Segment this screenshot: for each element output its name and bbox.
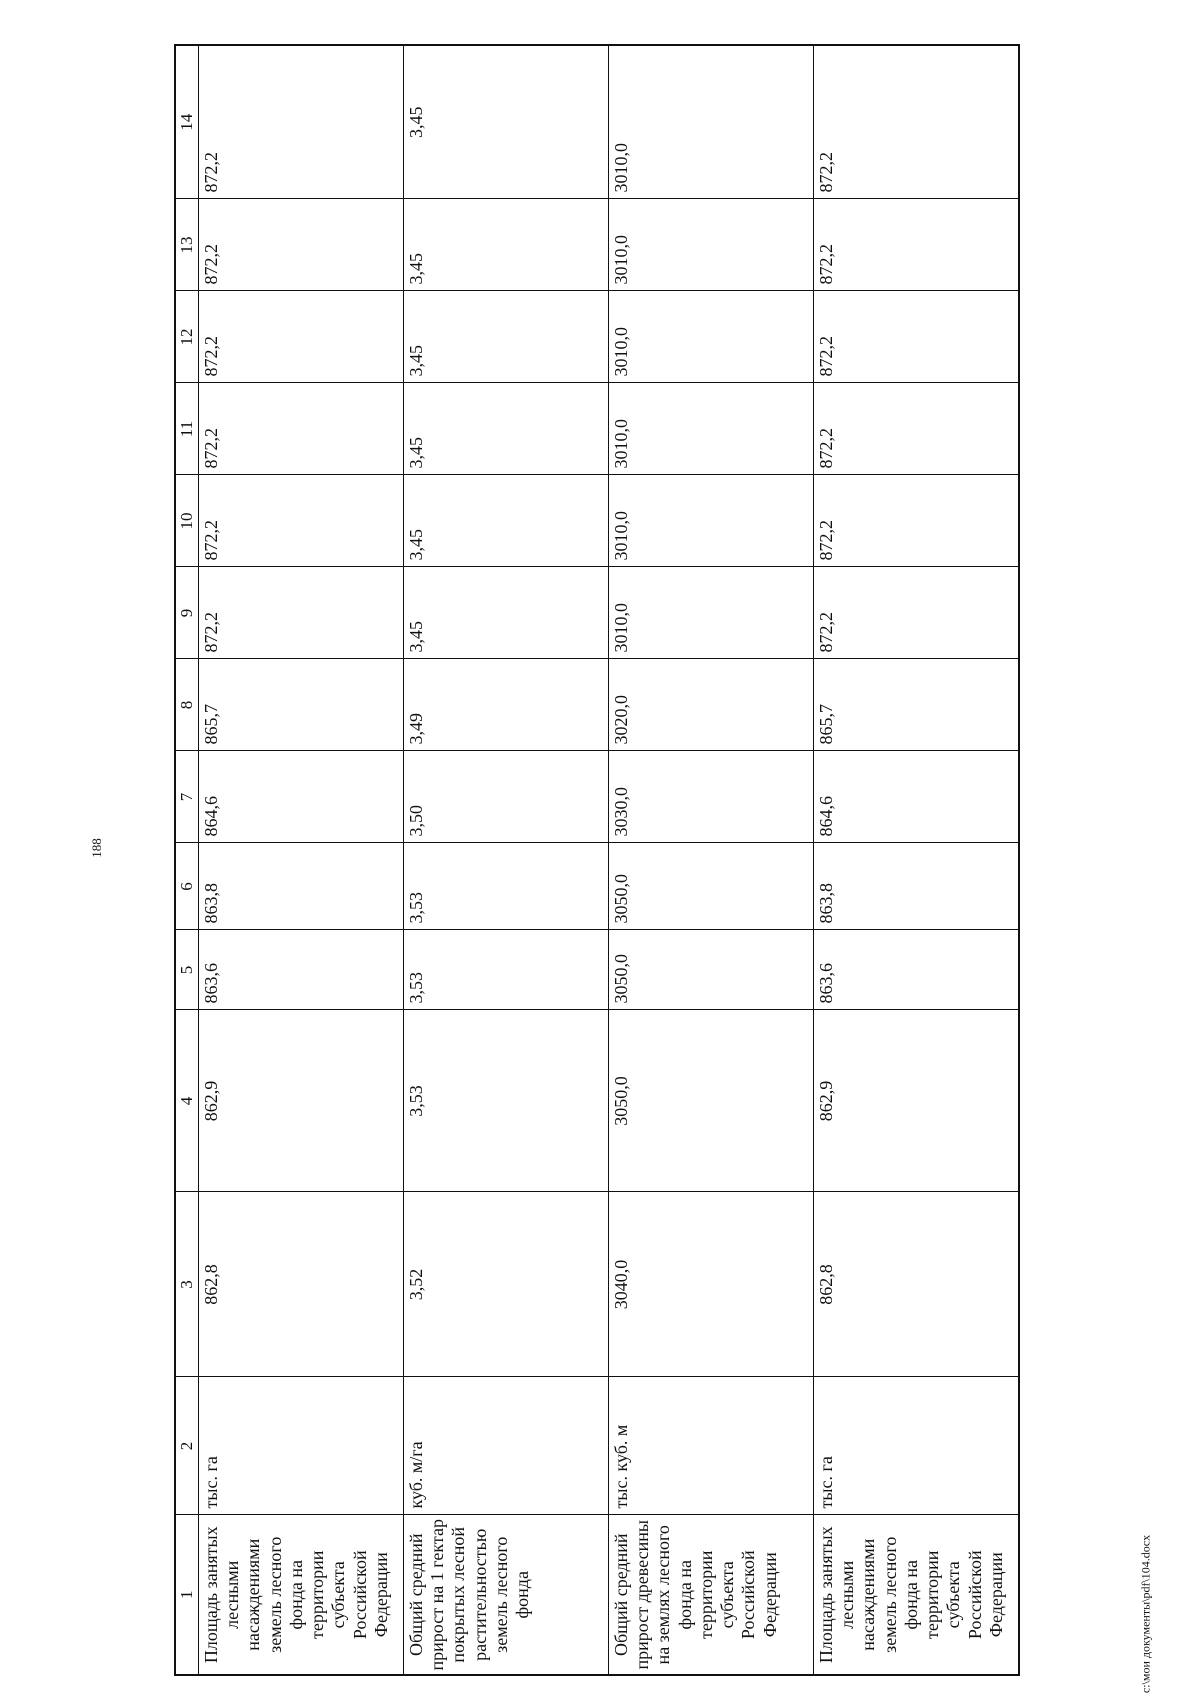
- table-cell: 3,53: [404, 843, 609, 930]
- table-cell: 872,2: [199, 291, 404, 383]
- table-cell: 863,6: [199, 930, 404, 1010]
- table-cell: 3,45: [404, 199, 609, 291]
- column-number: 4: [175, 1010, 199, 1192]
- row-unit: тыс. га: [814, 1377, 1020, 1515]
- column-number: 2: [175, 1377, 199, 1515]
- table-row: [814, 45, 1020, 1675]
- table-cell: 862,8: [814, 1192, 1020, 1377]
- table-cell: 862,9: [814, 1010, 1020, 1192]
- table-cell: 864,6: [814, 751, 1020, 843]
- indicator-table: [174, 44, 1020, 1676]
- table-cell: 3020,0: [609, 659, 814, 751]
- column-number: 12: [175, 291, 199, 383]
- column-number: 8: [175, 659, 199, 751]
- table-cell: 872,2: [199, 567, 404, 659]
- table-cell: 872,2: [814, 475, 1020, 567]
- column-number: 10: [175, 475, 199, 567]
- table-cell: 3,45: [404, 291, 609, 383]
- column-number: 11: [175, 383, 199, 475]
- footer-file-path: c:\мои документы\pdf\104.docx: [1138, 1534, 1153, 1694]
- row-unit: тыс. куб. м: [609, 1377, 814, 1515]
- column-number: 13: [175, 199, 199, 291]
- table-cell: 3050,0: [609, 1010, 814, 1192]
- table-cell: 3,45: [404, 475, 609, 567]
- table-cell: 872,2: [814, 45, 1020, 199]
- row-label: Общий средний прирост на 1 гектар покрытых лесной растительностью земель лесного фонда: [404, 1515, 609, 1675]
- table-row: [609, 45, 814, 1675]
- column-number: 7: [175, 751, 199, 843]
- table-cell: 864,6: [199, 751, 404, 843]
- table-cell: 3,49: [404, 659, 609, 751]
- table-cell: 865,7: [814, 659, 1020, 751]
- page-number: 188: [89, 838, 104, 858]
- table-cell: 862,8: [199, 1192, 404, 1377]
- row-label: Площадь занятых лесными насаждениями земель лесного фонда на территории субъекта Российской Федерации: [814, 1515, 1020, 1675]
- column-number: 14: [175, 45, 199, 199]
- table-cell: 872,2: [814, 567, 1020, 659]
- table-cell: 3,45: [404, 567, 609, 659]
- table-cell: 3,53: [404, 1010, 609, 1192]
- table-cell: 3,45: [404, 45, 609, 199]
- row-label: Площадь занятых лесными насаждениями земель лесного фонда на территории субъекта Российской Федерации: [199, 1515, 404, 1675]
- table-cell: 3,53: [404, 930, 609, 1010]
- row-unit: куб. м/га: [404, 1377, 609, 1515]
- table-cell: 3040,0: [609, 1192, 814, 1377]
- table-cell: 863,8: [814, 843, 1020, 930]
- column-number: 9: [175, 567, 199, 659]
- table-cell: 3,52: [404, 1192, 609, 1377]
- table-cell: 863,8: [199, 843, 404, 930]
- table-cell: 872,2: [199, 45, 404, 199]
- indicator-table-frame: [174, 46, 1004, 1676]
- column-number: 1: [175, 1515, 199, 1675]
- table-cell: 872,2: [814, 383, 1020, 475]
- table-cell: 3010,0: [609, 383, 814, 475]
- row-label: Общий средний прирост древесины на землях лесного фонда на территории субъекта Российской Федерации: [609, 1515, 814, 1675]
- column-number: 3: [175, 1192, 199, 1377]
- table-cell: 863,6: [814, 930, 1020, 1010]
- column-number-row: [175, 45, 199, 1675]
- table-cell: 3030,0: [609, 751, 814, 843]
- table-cell: 3050,0: [609, 930, 814, 1010]
- table-cell: 3010,0: [609, 567, 814, 659]
- table-cell: 3010,0: [609, 45, 814, 199]
- table-cell: 3,45: [404, 383, 609, 475]
- table-cell: 3,50: [404, 751, 609, 843]
- table-cell: 3010,0: [609, 291, 814, 383]
- column-number: 5: [175, 930, 199, 1010]
- rotated-table-wrapper: [174, 46, 1004, 1676]
- table-cell: 3050,0: [609, 843, 814, 930]
- table-cell: 872,2: [814, 199, 1020, 291]
- table-cell: 872,2: [199, 475, 404, 567]
- row-unit: тыс. га: [199, 1377, 404, 1515]
- table-row: [199, 45, 404, 1675]
- table-cell: 3010,0: [609, 199, 814, 291]
- column-number: 6: [175, 843, 199, 930]
- table-cell: 3010,0: [609, 475, 814, 567]
- table-row: [404, 45, 609, 1675]
- table-cell: 872,2: [814, 291, 1020, 383]
- table-cell: 862,9: [199, 1010, 404, 1192]
- table-cell: 865,7: [199, 659, 404, 751]
- table-cell: 872,2: [199, 383, 404, 475]
- table-cell: 872,2: [199, 199, 404, 291]
